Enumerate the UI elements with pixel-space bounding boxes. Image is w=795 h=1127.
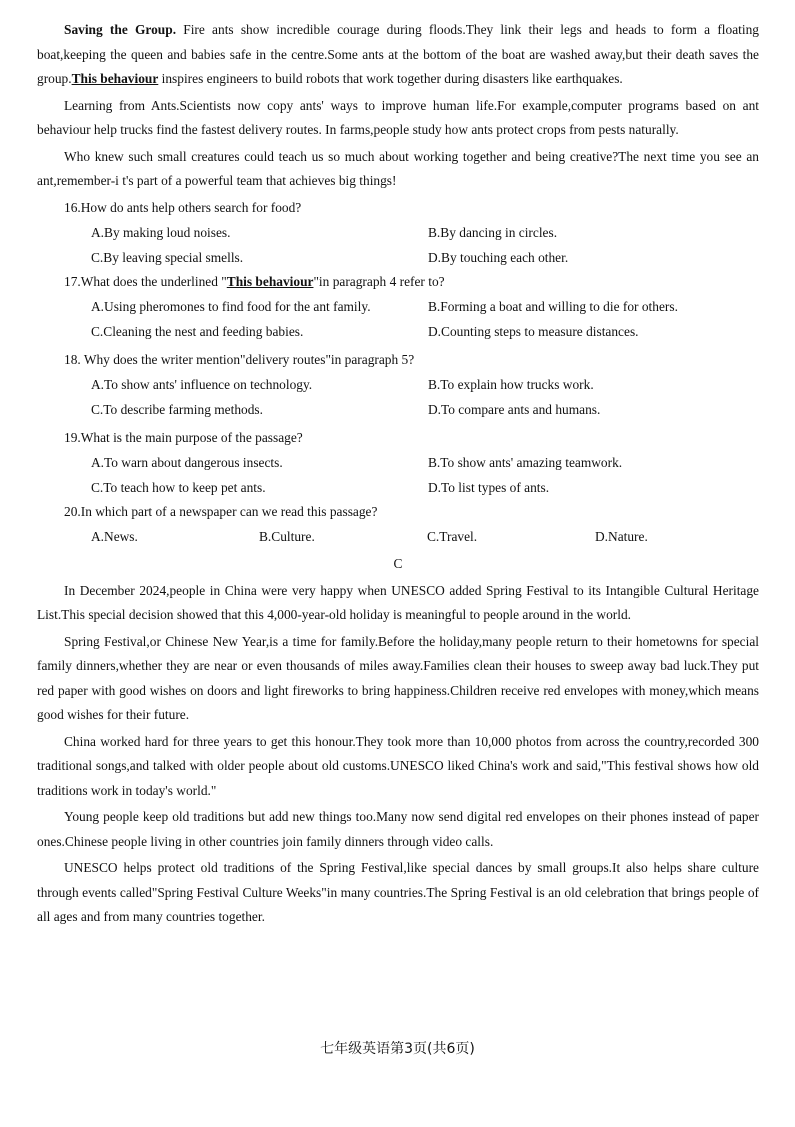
paragraph-heading: Saving the Group. — [64, 22, 177, 37]
section-c-paragraph-1: In December 2024,people in China were very happy when UNESCO added Spring Festival to its Intangible Cultural Heritage List.This special decision showed that this 4,000-year-old holiday is meaningful to people around in the world. — [37, 582, 759, 622]
option-b: B.Culture. — [259, 528, 315, 544]
option-d: D.To compare ants and humans. — [428, 401, 601, 417]
option-d: D.By touching each other. — [428, 249, 569, 265]
section-c-paragraph-2: Spring Festival,or Chinese New Year,is a time for family.Before the holiday,many people return to their hometowns for special family dinners,whether they are near or even thousands of miles away.Families clean their houses to sweep away bad luck.They put red paper with good wishes on doors and light fireworks to bring happiness.Children receive red envelopes with money,which means good wishes for their future. — [37, 633, 759, 722]
option-d: D.Counting steps to measure distances. — [428, 323, 639, 339]
option-c: C.To describe farming methods. — [91, 401, 263, 417]
option-c: C.To teach how to keep pet ants. — [91, 479, 266, 495]
option-c: C.By leaving special smells. — [91, 249, 244, 265]
section-c-paragraph-5: UNESCO helps protect old traditions of the Spring Festival,like special dances by small groups.It also helps share culture through events called"Spring Festival Culture Weeks"in many countries.The Spring Festival is an old celebration that brings people of all ages and from many countries together. — [37, 860, 759, 924]
question-stem: 16.How do ants help others search for food? — [64, 199, 302, 215]
stem-text: 17.What does the underlined " — [64, 273, 227, 289]
option-a: A.Using pheromones to find food for the ant family. — [91, 298, 371, 314]
question-20 — [37, 500, 759, 549]
paragraph-text: Fire ants show incredible courage during floods.They link their legs and heads to form a floating boat,keeping the queen and babies safe in the centre.Some ants at the bottom of the boat are washed away,but their death saves the group. — [37, 22, 759, 86]
question-stem — [37, 270, 759, 294]
question-stem: 18. Why does the writer mention"delivery routes"in paragraph 5? — [64, 351, 415, 367]
paragraph-3 — [37, 18, 759, 92]
question-16 — [37, 196, 759, 270]
question-stem: 20.In which part of a newspaper can we read this passage? — [64, 503, 378, 519]
option-b: B.By dancing in circles. — [428, 224, 558, 240]
section-c-paragraph-3: China worked hard for three years to get this honour.They took more than 10,000 photos from across the country,recorded 300 traditional songs,and talked with older people about old customs.UNESCO liked China's work and said,"This festival shows how old traditions work in today's world." — [37, 733, 759, 798]
underlined-phrase: This behaviour — [71, 71, 159, 86]
exam-page — [37, 18, 759, 932]
option-c: C.Travel. — [427, 528, 478, 544]
paragraph-4: Learning from Ants.Scientists now copy ants' ways to improve human life.For example,computer programs based on ant behaviour help trucks find the fastest delivery routes. In farms,people study how ants protect crops from pests naturally. — [37, 97, 759, 137]
option-a: A.By making loud noises. — [91, 224, 231, 240]
option-d: D.To list types of ants. — [428, 479, 550, 495]
section-heading-c: C — [393, 555, 403, 571]
option-c: C.Cleaning the nest and feeding babies. — [91, 323, 304, 339]
section-c-paragraph-4: Young people keep old traditions but add new things too.Many now send digital red envelopes on their phones instead of paper ones.Chinese people living in other countries join family dinners through video calls. — [37, 809, 759, 849]
option-a: A.To show ants' influence on technology. — [91, 376, 313, 392]
question-18 — [37, 348, 759, 422]
question-17 — [37, 270, 759, 344]
option-b: B.To show ants' amazing teamwork. — [428, 454, 623, 470]
page-footer: 七年级英语第3页(共6页) — [320, 1041, 475, 1057]
option-a: A.News. — [91, 528, 138, 544]
stem-text: "in paragraph 4 refer to? — [313, 273, 445, 289]
question-stem: 19.What is the main purpose of the passage? — [64, 429, 303, 445]
underlined-phrase: This behaviour — [226, 273, 314, 289]
option-b: B.Forming a boat and willing to die for others. — [428, 298, 678, 314]
question-19 — [37, 426, 759, 500]
option-a: A.To warn about dangerous insects. — [91, 454, 283, 470]
option-b: B.To explain how trucks work. — [428, 376, 594, 392]
paragraph-5: Who knew such small creatures could teach us so much about working together and being creative?The next time you see an ant,remember-i t's part of a powerful team that achieves big things! — [37, 148, 759, 188]
option-d: D.Nature. — [595, 528, 648, 544]
paragraph-text: inspires engineers to build robots that work together during disasters like earthquakes. — [158, 71, 623, 86]
